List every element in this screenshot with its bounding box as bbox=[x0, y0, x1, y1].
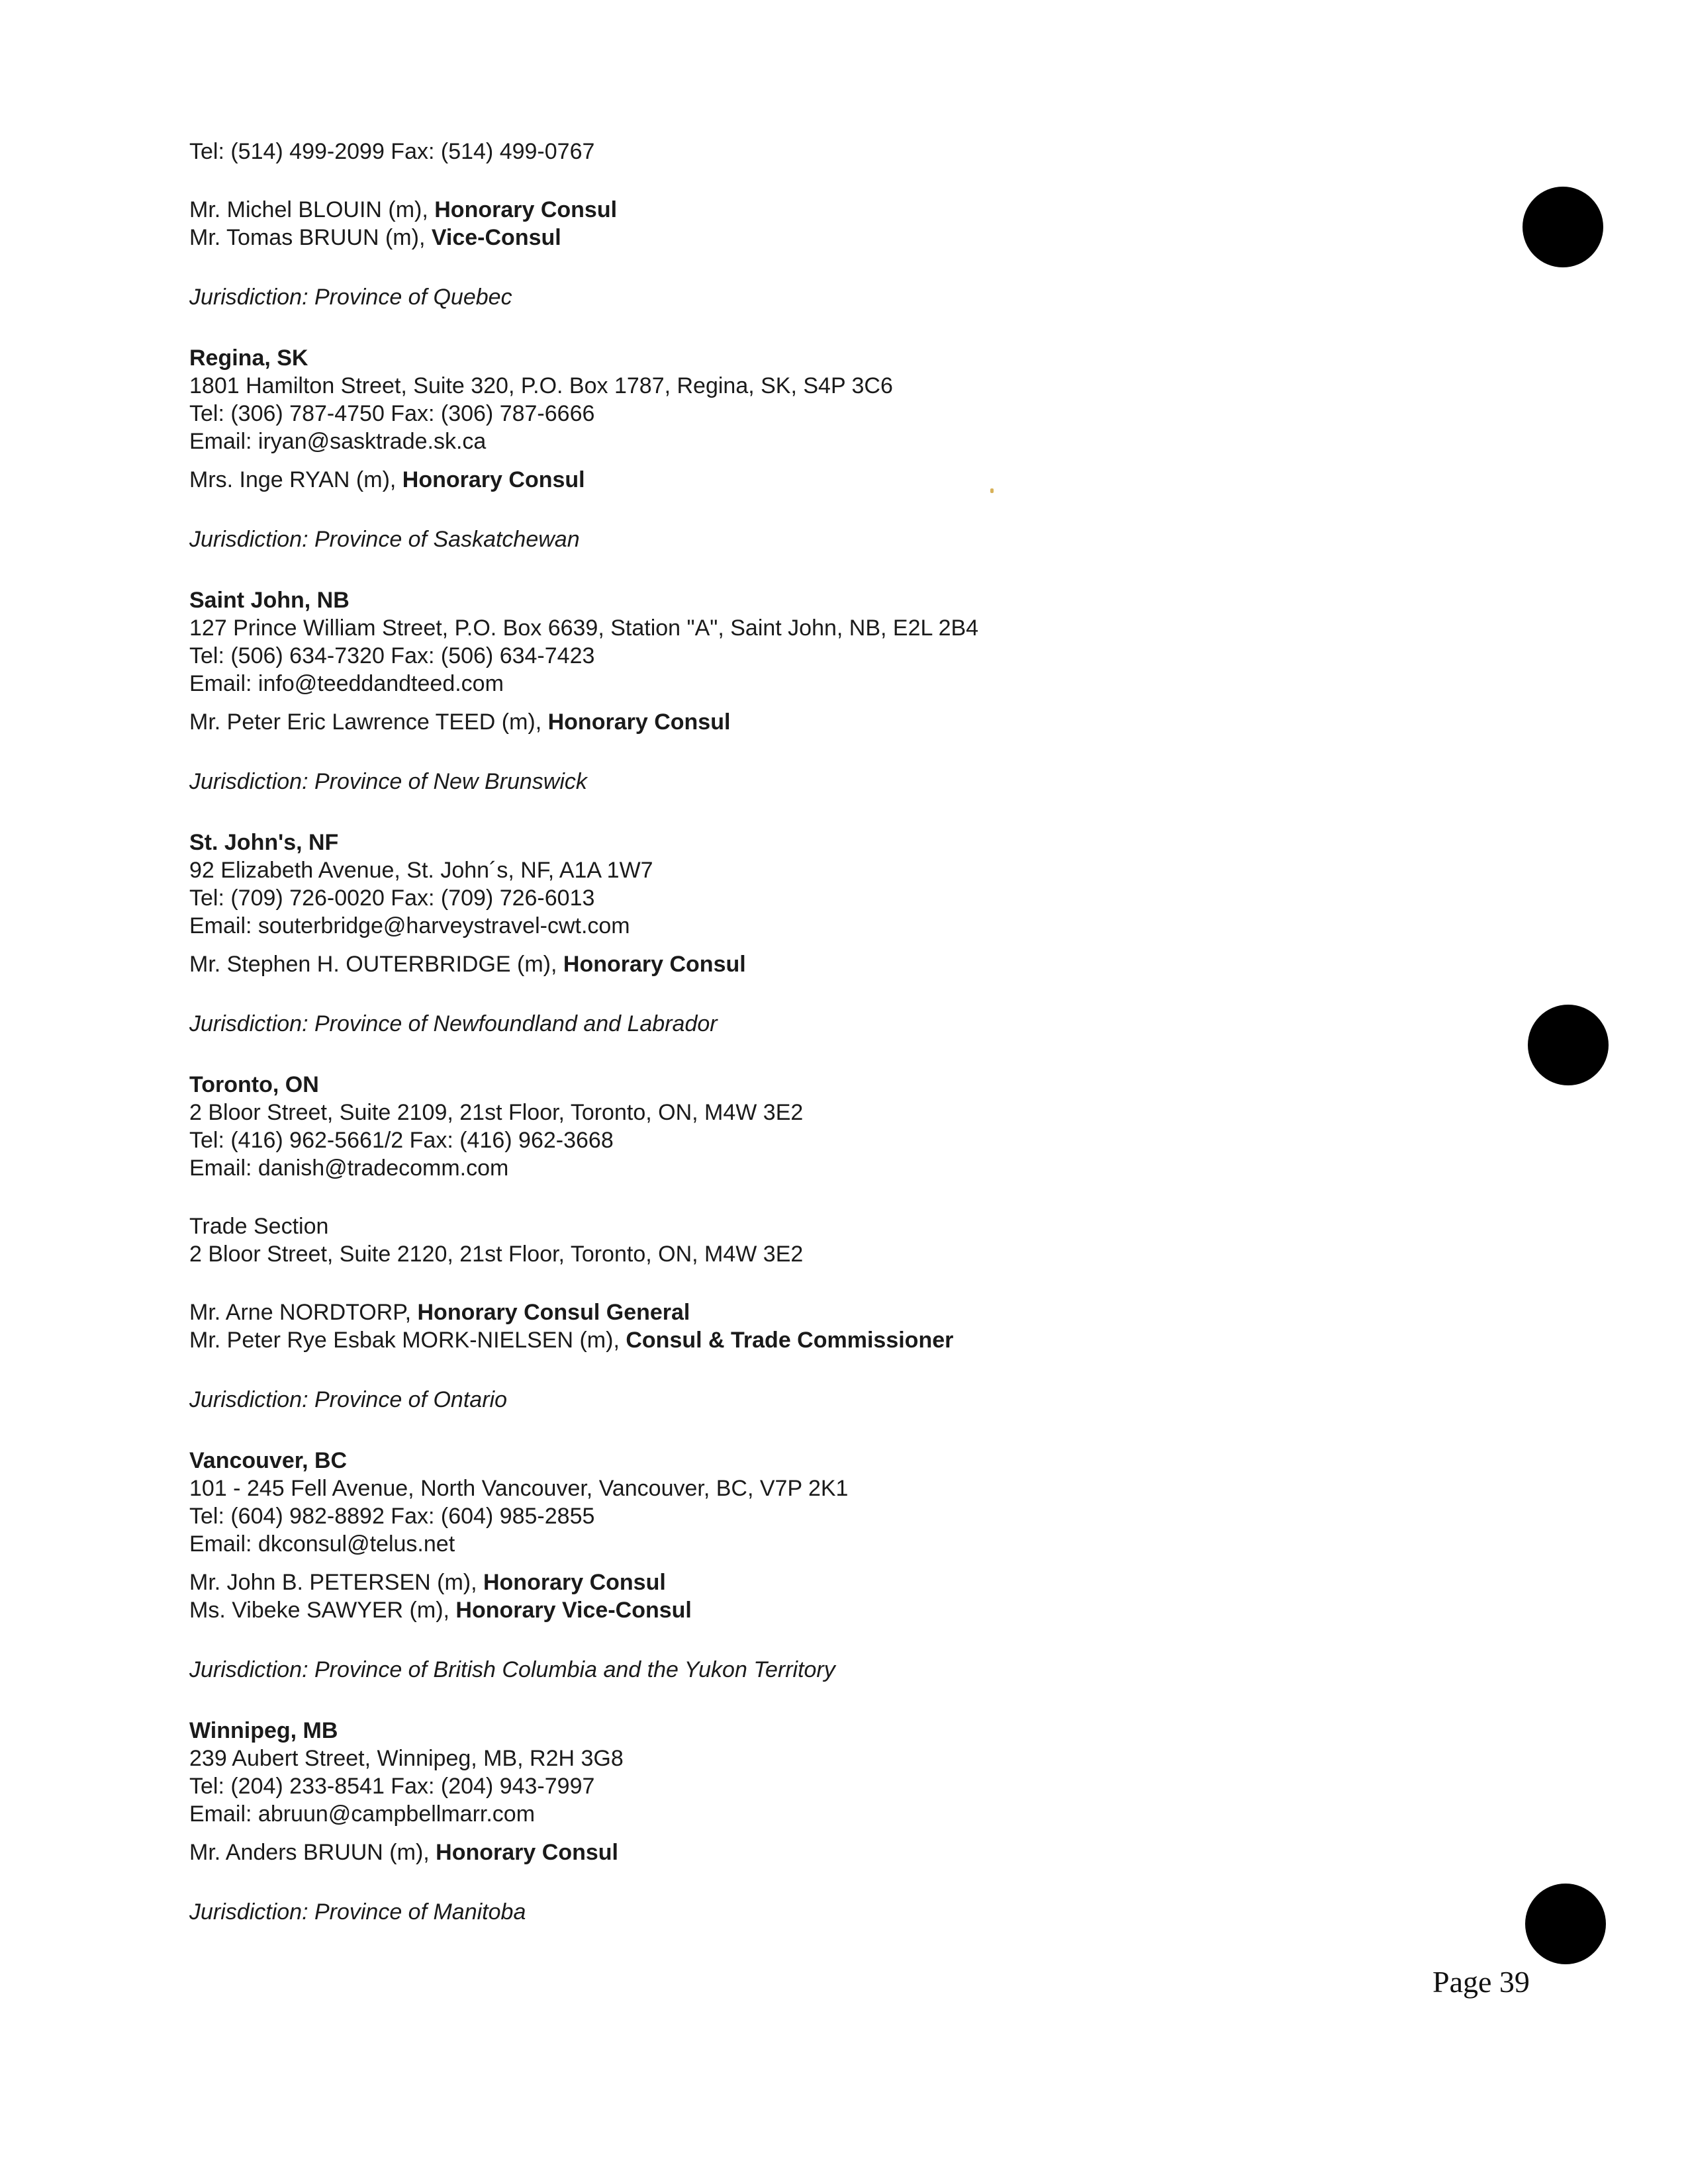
saint-john-entry bbox=[189, 586, 1447, 796]
official-title: Honorary Consul bbox=[483, 1570, 666, 1595]
official-line: Mrs. Inge RYAN (m), Honorary Consul bbox=[189, 467, 585, 492]
official-line: Mr. Michel BLOUIN (m), Honorary Consul bbox=[189, 197, 618, 222]
official-title: Honorary Consul bbox=[434, 197, 618, 222]
jurisdiction-line: Jurisdiction: Province of Saskatchewan bbox=[189, 527, 580, 552]
city-heading: St. John's, NF bbox=[189, 830, 339, 855]
official-title: Consul & Trade Commissioner bbox=[626, 1328, 954, 1353]
email-line: Email: souterbridge@harveystravel-cwt.com bbox=[189, 913, 630, 938]
official-line: Mr. Peter Eric Lawrence TEED (m), Honorary Consul bbox=[189, 709, 731, 735]
jurisdiction-line: Jurisdiction: Province of Manitoba bbox=[189, 1899, 526, 1925]
email-line: Email: info@teeddandteed.com bbox=[189, 671, 504, 696]
official-line: Mr. Arne NORDTORP, Honorary Consul General bbox=[189, 1300, 690, 1325]
official-title: Honorary Consul bbox=[436, 1840, 618, 1865]
city-heading: Saint John, NB bbox=[189, 588, 350, 613]
jurisdiction-line: Jurisdiction: Province of British Columbia and the Yukon Territory bbox=[189, 1657, 835, 1682]
email-line: Email: iryan@sasktrade.sk.ca bbox=[189, 429, 487, 454]
official-title: Honorary Vice-Consul bbox=[455, 1598, 692, 1623]
jurisdiction-line: Jurisdiction: Province of Ontario bbox=[189, 1387, 507, 1412]
tel-fax-line: Tel: (306) 787-4750 Fax: (306) 787-6666 bbox=[189, 401, 595, 426]
tel-fax-line: Tel: (416) 962-5661/2 Fax: (416) 962-3668 bbox=[189, 1128, 614, 1153]
email-line: Email: danish@tradecomm.com bbox=[189, 1156, 509, 1181]
address-line: 1801 Hamilton Street, Suite 320, P.O. Box 1787, Regina, SK, S4P 3C6 bbox=[189, 373, 893, 398]
winnipeg-entry bbox=[189, 1717, 1447, 1926]
city-heading: Vancouver, BC bbox=[189, 1448, 348, 1473]
official-title: Honorary Consul bbox=[547, 709, 731, 735]
punch-hole-bottom bbox=[1525, 1884, 1606, 1964]
regina-entry bbox=[189, 344, 1447, 553]
address-line: 239 Aubert Street, Winnipeg, MB, R2H 3G8 bbox=[189, 1746, 624, 1771]
trade-section-address: 2 Bloor Street, Suite 2120, 21st Floor, Toronto, ON, M4W 3E2 bbox=[189, 1242, 804, 1267]
city-heading: Toronto, ON bbox=[189, 1072, 319, 1097]
official-title: Honorary Consul bbox=[563, 952, 746, 977]
official-title: Honorary Consul bbox=[402, 467, 585, 492]
city-heading: Winnipeg, MB bbox=[189, 1718, 338, 1743]
email-line: Email: abruun@campbellmarr.com bbox=[189, 1801, 536, 1827]
vancouver-entry bbox=[189, 1447, 1447, 1684]
tel-fax-line: Tel: (506) 634-7320 Fax: (506) 634-7423 bbox=[189, 643, 595, 668]
montreal-entry-continued bbox=[189, 138, 1447, 311]
st-johns-entry bbox=[189, 829, 1447, 1038]
jurisdiction-line: Jurisdiction: Province of Quebec bbox=[189, 285, 512, 310]
address-line: 2 Bloor Street, Suite 2109, 21st Floor, Toronto, ON, M4W 3E2 bbox=[189, 1100, 804, 1125]
consulate-listing bbox=[189, 138, 1447, 1926]
tel-fax-line: Tel: (604) 982-8892 Fax: (604) 985-2855 bbox=[189, 1504, 595, 1529]
tel-fax-line: Tel: (709) 726-0020 Fax: (709) 726-6013 bbox=[189, 886, 595, 911]
official-line: Mr. Stephen H. OUTERBRIDGE (m), Honorary Consul bbox=[189, 952, 746, 977]
official-title: Vice-Consul bbox=[431, 225, 561, 250]
official-line: Ms. Vibeke SAWYER (m), Honorary Vice-Consul bbox=[189, 1598, 692, 1623]
address-line: 127 Prince William Street, P.O. Box 6639, Station "A", Saint John, NB, E2L 2B4 bbox=[189, 615, 979, 641]
punch-hole-top bbox=[1523, 187, 1603, 267]
address-line: 101 - 245 Fell Avenue, North Vancouver, Vancouver, BC, V7P 2K1 bbox=[189, 1476, 849, 1501]
jurisdiction-line: Jurisdiction: Province of Newfoundland and Labrador bbox=[189, 1011, 718, 1036]
page-number: Page 39 bbox=[1432, 1965, 1530, 1999]
official-line: Mr. John B. PETERSEN (m), Honorary Consul bbox=[189, 1570, 666, 1595]
official-line: Mr. Anders BRUUN (m), Honorary Consul bbox=[189, 1840, 618, 1865]
trade-section-label: Trade Section bbox=[189, 1214, 329, 1239]
official-title: Honorary Consul General bbox=[417, 1300, 690, 1325]
address-line: 92 Elizabeth Avenue, St. John´s, NF, A1A 1W7 bbox=[189, 858, 653, 883]
punch-hole-middle bbox=[1528, 1005, 1609, 1085]
city-heading: Regina, SK bbox=[189, 345, 308, 371]
official-line: Mr. Peter Rye Esbak MORK-NIELSEN (m), Consul & Trade Commissioner bbox=[189, 1328, 954, 1353]
tel-fax-line: Tel: (514) 499-2099 Fax: (514) 499-0767 bbox=[189, 139, 595, 164]
official-line: Mr. Tomas BRUUN (m), Vice-Consul bbox=[189, 225, 561, 250]
toronto-entry bbox=[189, 1071, 1447, 1414]
scan-speck bbox=[990, 488, 994, 493]
jurisdiction-line: Jurisdiction: Province of New Brunswick bbox=[189, 769, 587, 794]
email-line: Email: dkconsul@telus.net bbox=[189, 1531, 455, 1557]
tel-fax-line: Tel: (204) 233-8541 Fax: (204) 943-7997 bbox=[189, 1774, 595, 1799]
